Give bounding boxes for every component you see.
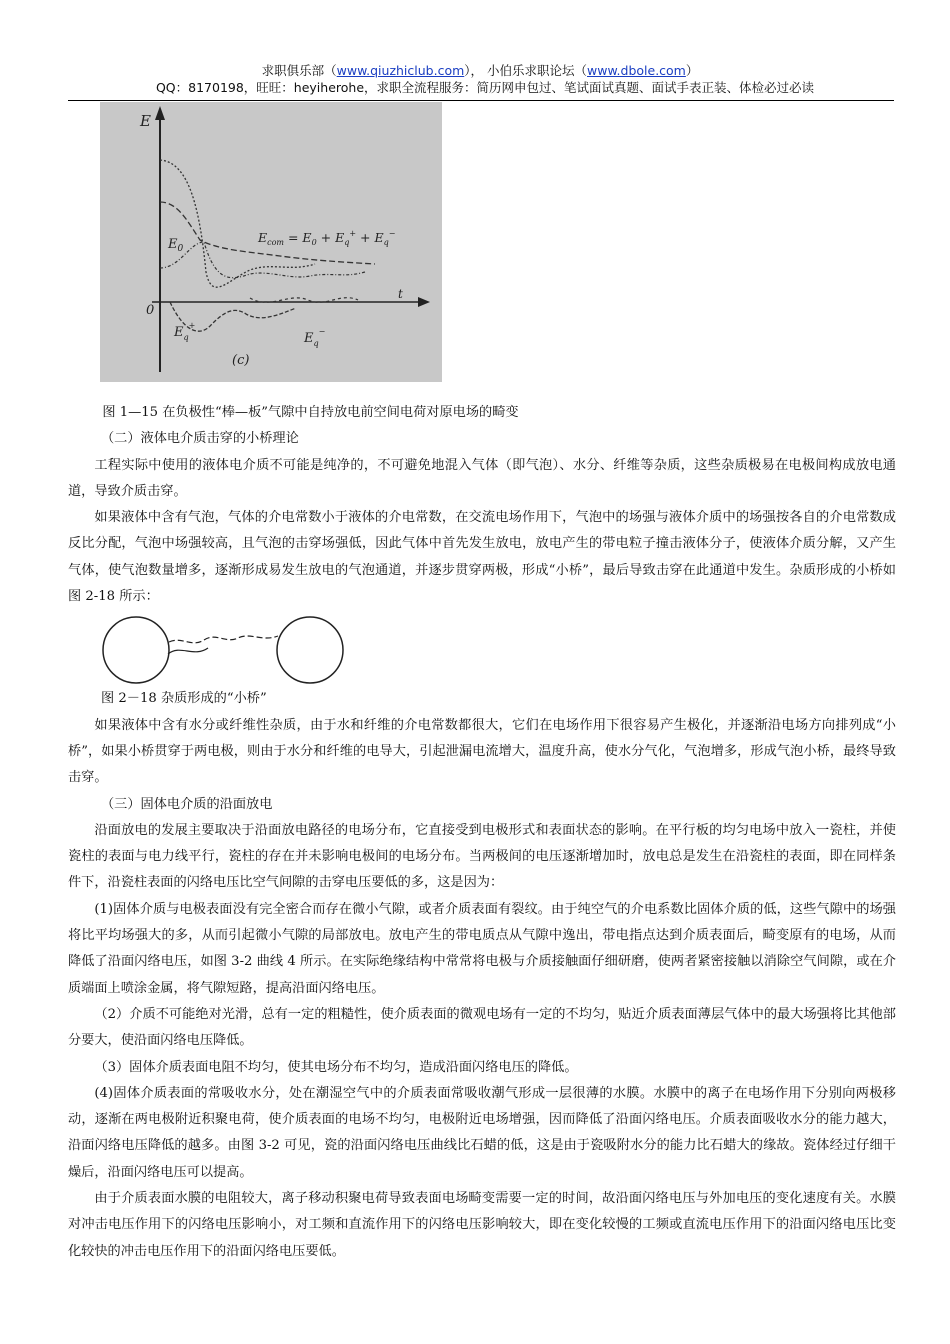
header-line-2: QQ：8170198，旺旺：heyiherohe，求职全流程服务：简历网申包过、笔试面试真题、面试手表正装、体检必过必读 bbox=[155, 80, 815, 95]
figure-2-18-caption: 图 2－18 杂质形成的“小桥” bbox=[101, 691, 267, 707]
formula-e-com: $E_{com} = E_0 + E_q^+ + E_q^-$ bbox=[258, 229, 396, 247]
bridge-strand-1 bbox=[169, 636, 278, 643]
header-text: ） bbox=[685, 63, 699, 78]
qiuzhiclub-link[interactable]: www.qiuzhiclub.com bbox=[336, 63, 465, 78]
figure-1-15-caption: 图 1—15 在负极性“棒—板”气隙中自持放电前空间电荷对原电场的畸变 bbox=[102, 405, 519, 420]
label-c: (c) bbox=[232, 353, 250, 368]
paragraph-9: 由于介质表面水膜的电阻较大，离子移动积聚电荷导致表面电场畸变需要一定的时间，故沿面闪络电压与外加电压的变化速度有关。水膜对冲击电压作用下的闪络电压影响小，对工频和直流作用下的闪络电压影响较大，即在变化较慢的工频或直流电压作用下的沿面闪络电压比变化较快的冲击电压作用下的沿面闪络电压要低。 bbox=[68, 1191, 896, 1259]
section-3-title: （三）固体电介质的沿面放电 bbox=[101, 796, 273, 812]
paragraph-6: （2）介质不可能绝对光滑，总有一定的粗糙性，使介质表面的微观电场有一定的不均匀，贴近介质表面薄层气体中的最大场强将比其他部分要大，使沿面闪络电压降低。 bbox=[68, 1006, 896, 1049]
header-line-1 bbox=[60, 62, 900, 79]
paragraph-1: 工程实际中使用的液体电介质不可能是纯净的，不可避免地混入气体（即气泡）、水分、纤维等杂质，这些杂质极易在电极间构成放电通道，导致介质击穿。 bbox=[68, 457, 896, 499]
axis-label-e: E bbox=[140, 112, 151, 130]
section-2-title: （二）液体电介质击穿的小桥理论 bbox=[101, 431, 299, 447]
header-text: 求职俱乐部（ bbox=[261, 63, 337, 78]
label-e0: $E_0$ bbox=[168, 237, 184, 254]
y-axis-arrow bbox=[155, 106, 165, 120]
left-electrode-circle bbox=[103, 617, 169, 683]
paragraph-7: （3）固体介质表面电阻不均匀，使其电场分布不均匀，造成沿面闪络电压的降低。 bbox=[94, 1059, 578, 1075]
label-eq-plus: $E_q^+$ bbox=[174, 321, 196, 342]
impurity-bridge-diagram bbox=[102, 614, 402, 686]
right-electrode-circle bbox=[277, 617, 343, 683]
paragraph-8: (4)固体介质表面的常吸收水分，处在潮湿空气中的介质表面常吸收潮气形成一层很薄的水膜。水膜中的离子在电场作用下分别向两极移动，逐渐在两电极附近积聚电荷，使介质表面的电场不均匀，电极附近电场增强，因而降低了沿面闪络电压。介质表面吸收水分的能力越大，沿面闪络电压降低的越多。由图 3-2 可见，瓷的沿面闪络电压曲线比石蜡的低，这是由于瓷吸附水分的能力比石蜡大的缘故。瓷体经过仔细干燥后，沿面闪络电压可以提高。 bbox=[68, 1085, 896, 1180]
curve-composite bbox=[160, 242, 365, 278]
electric-field-plot bbox=[100, 102, 442, 382]
figure-2-18-bridge bbox=[102, 614, 896, 686]
axis-label-t: t bbox=[398, 287, 403, 301]
x-axis-arrow bbox=[418, 297, 430, 307]
header-text: ）， 小伯乐求职论坛（ bbox=[464, 63, 588, 78]
dbole-link[interactable]: www.dbole.com bbox=[587, 63, 686, 78]
header-divider bbox=[68, 100, 894, 101]
paragraph-2: 如果液体中含有气泡，气体的介电常数小于液体的介电常数，在交流电场作用下，气泡中的场强与液体介质中的场强按各自的介电常数成反比分配，气泡中场强较高，且气泡的击穿场强低，因此气体中首先发生放电，放电产生的带电粒子撞击液体分子，使液体介质分解，又产生气体，使气泡数量增多，逐渐形成易发生放电的气泡通道，并逐步贯穿两极，形成“小桥”，最后导致击穿在此通道中发生。杂质形成的小桥如图 2-18 所示： bbox=[68, 510, 896, 605]
page-header bbox=[60, 62, 900, 96]
paragraph-5: (1)固体介质与电极表面没有完全密合而存在微小气隙，或者介质表面有裂纹。由于纯空气的介电系数比固体介质的低，这些气隙中的场强将比平均场强大的多，从而引起微小气隙的局部放电。放电产生的带电质点从气隙中逸出，带电指点达到介质表面后，畸变原有的电场，从而降低了沿面闪络电压，如图 3-2 曲线 4 所示。在实际绝缘结构中常常将电极与介质接触面仔细研磨，使两者紧密接触以消除空气间隙，或在介质端面上喷涂金属，将气隙短路，提高沿面闪络电压。 bbox=[68, 901, 896, 996]
document-body bbox=[68, 400, 896, 1265]
curve-e0 bbox=[160, 160, 315, 287]
bridge-strand-2 bbox=[168, 648, 208, 654]
label-eq-minus: $E_q^-$ bbox=[304, 327, 326, 348]
paragraph-3: 如果液体中含有水分或纤维性杂质，由于水和纤维的介电常数都很大，它们在电场作用下很容易产生极化，并逐渐沿电场方向排列成“小桥”，如果小桥贯穿于两电极，则由于水分和纤维的电导大，引起泄漏电流增大，温度升高，使水分气化，气泡增多，形成气泡小桥，最终导致击穿。 bbox=[68, 717, 896, 786]
label-origin: 0 bbox=[146, 303, 155, 318]
figure-1-15-graph bbox=[100, 102, 442, 382]
paragraph-4: 沿面放电的发展主要取决于沿面放电路径的电场分布，它直接受到电极形式和表面状态的影响。在平行板的均匀电场中放入一瓷柱，并使瓷柱的表面与电力线平行，瓷柱的存在并未影响电极间的电场分布。当两极间的电压逐渐增加时，放电总是发生在沿瓷柱的表面，即在同样条件下，沿瓷柱表面的闪络电压比空气间隙的击穿电压要低的多，这是因为： bbox=[68, 822, 896, 891]
